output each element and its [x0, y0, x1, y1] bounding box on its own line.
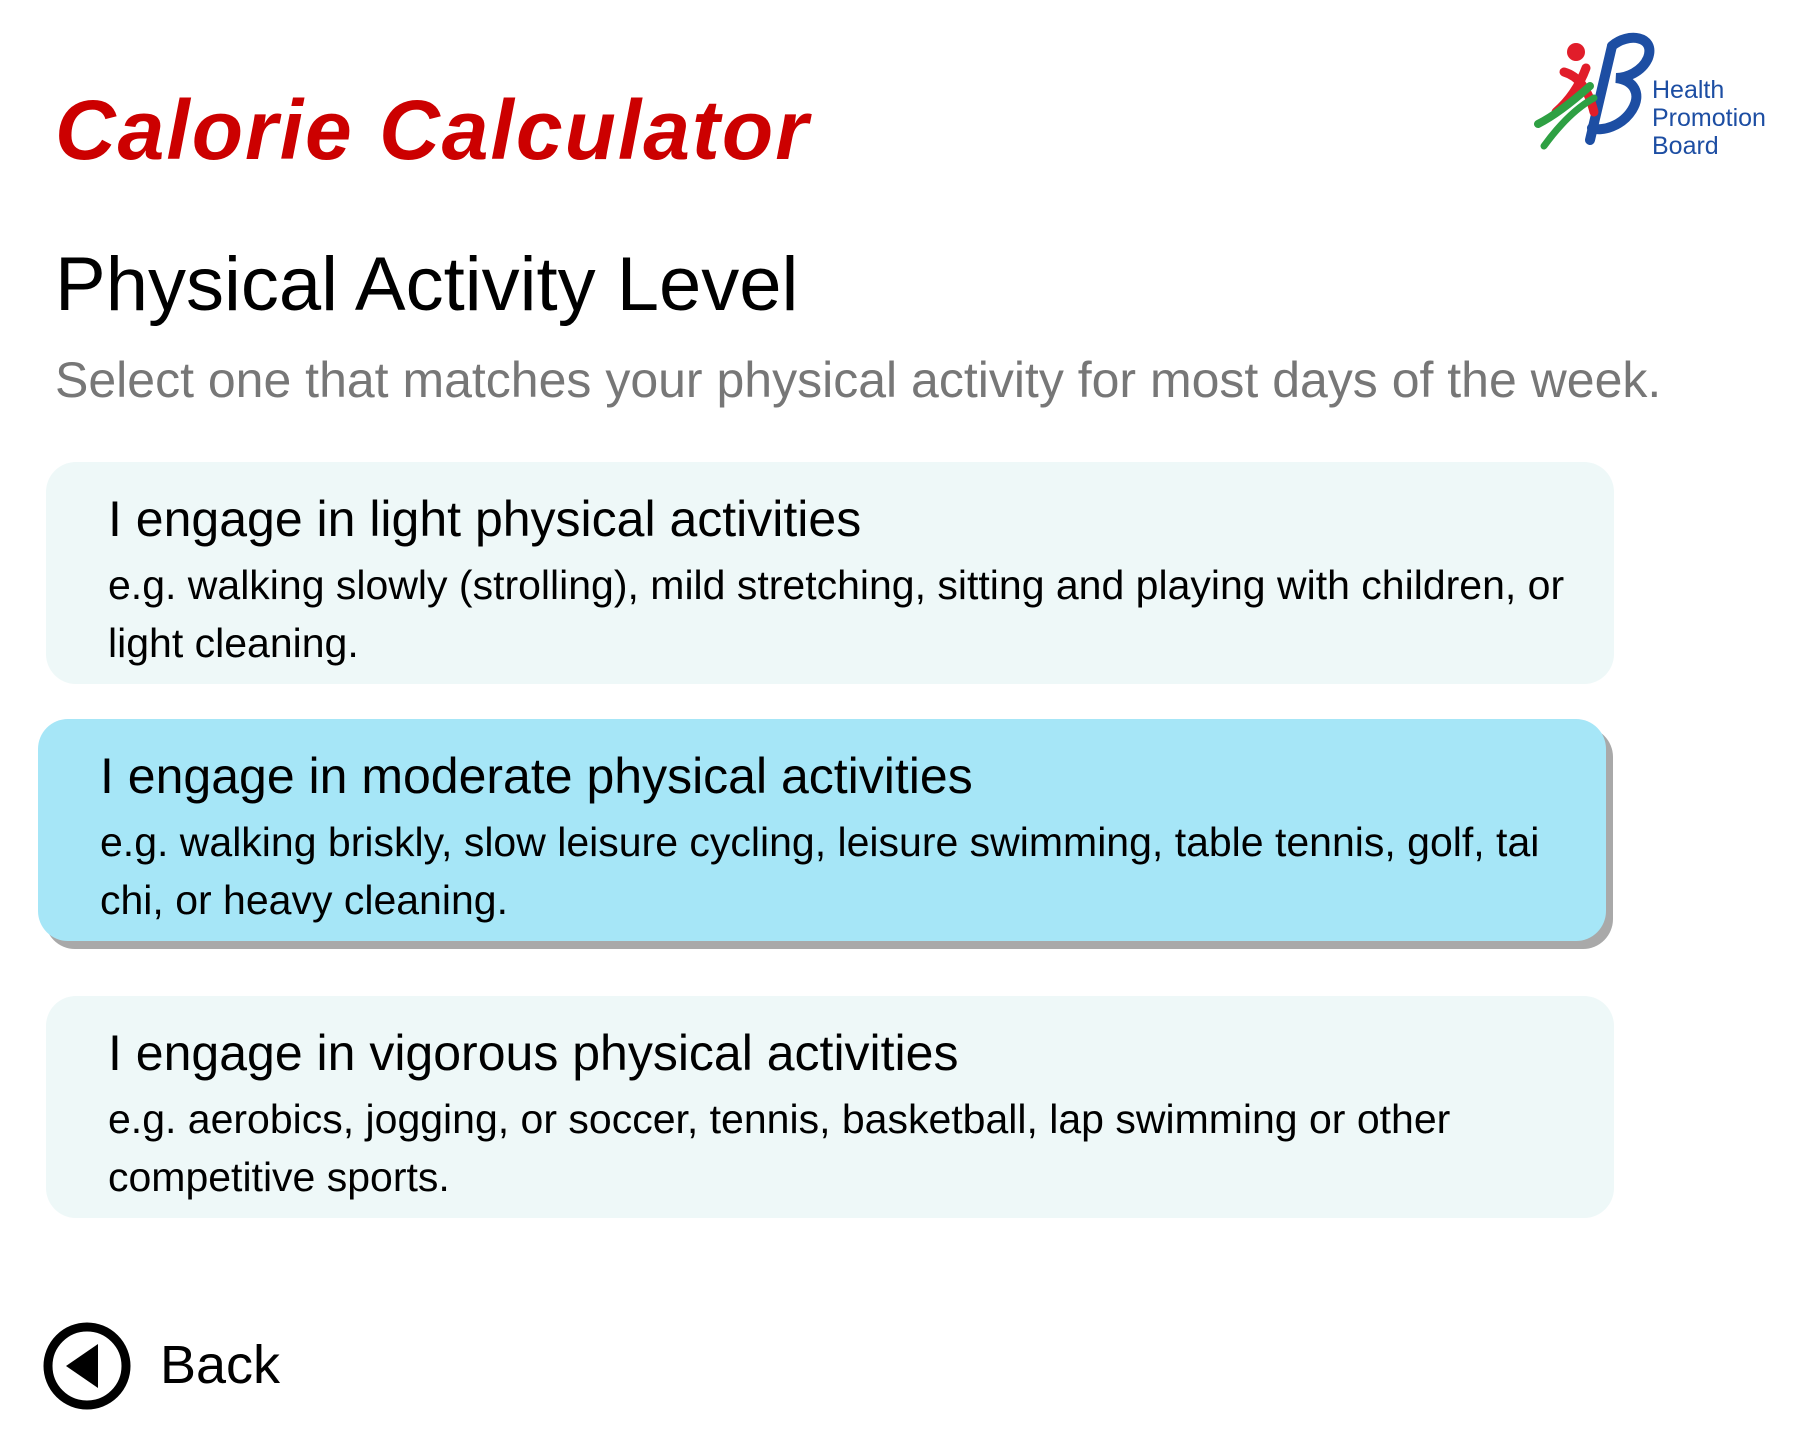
app-title: Calorie Calculator: [55, 83, 810, 177]
logo-text-line: Board: [1652, 132, 1719, 160]
option-description: e.g. walking slowly (strolling), mild stretching, sitting and playing with children, or light cleaning.: [108, 562, 1565, 666]
instructions-text: Select one that matches your physical activity for most days of the week.: [55, 352, 1662, 408]
back-button[interactable]: [42, 1318, 302, 1414]
option-moderate-activity[interactable]: [38, 719, 1606, 941]
page-heading: Physical Activity Level: [55, 242, 799, 327]
logo-text-line: Promotion: [1652, 104, 1766, 132]
hpb-logo-icon: [1530, 28, 1660, 168]
logo-text: [1652, 76, 1766, 160]
option-title: I engage in vigorous physical activities: [108, 1025, 959, 1081]
option-title: I engage in moderate physical activities: [100, 748, 973, 804]
option-title: I engage in light physical activities: [108, 491, 862, 547]
option-light-activity[interactable]: [46, 462, 1614, 684]
back-arrow-circle-icon: [42, 1321, 132, 1411]
health-promotion-board-logo: [1530, 28, 1800, 168]
logo-text-line: Health: [1652, 76, 1725, 104]
option-vigorous-activity[interactable]: [46, 996, 1614, 1218]
back-label: Back: [160, 1335, 281, 1395]
option-description: e.g. aerobics, jogging, or soccer, tennis, basketball, lap swimming or other competitive sports.: [108, 1096, 1451, 1200]
option-description: e.g. walking briskly, slow leisure cycling, leisure swimming, table tennis, golf, tai chi, or heavy cleaning.: [100, 819, 1540, 923]
